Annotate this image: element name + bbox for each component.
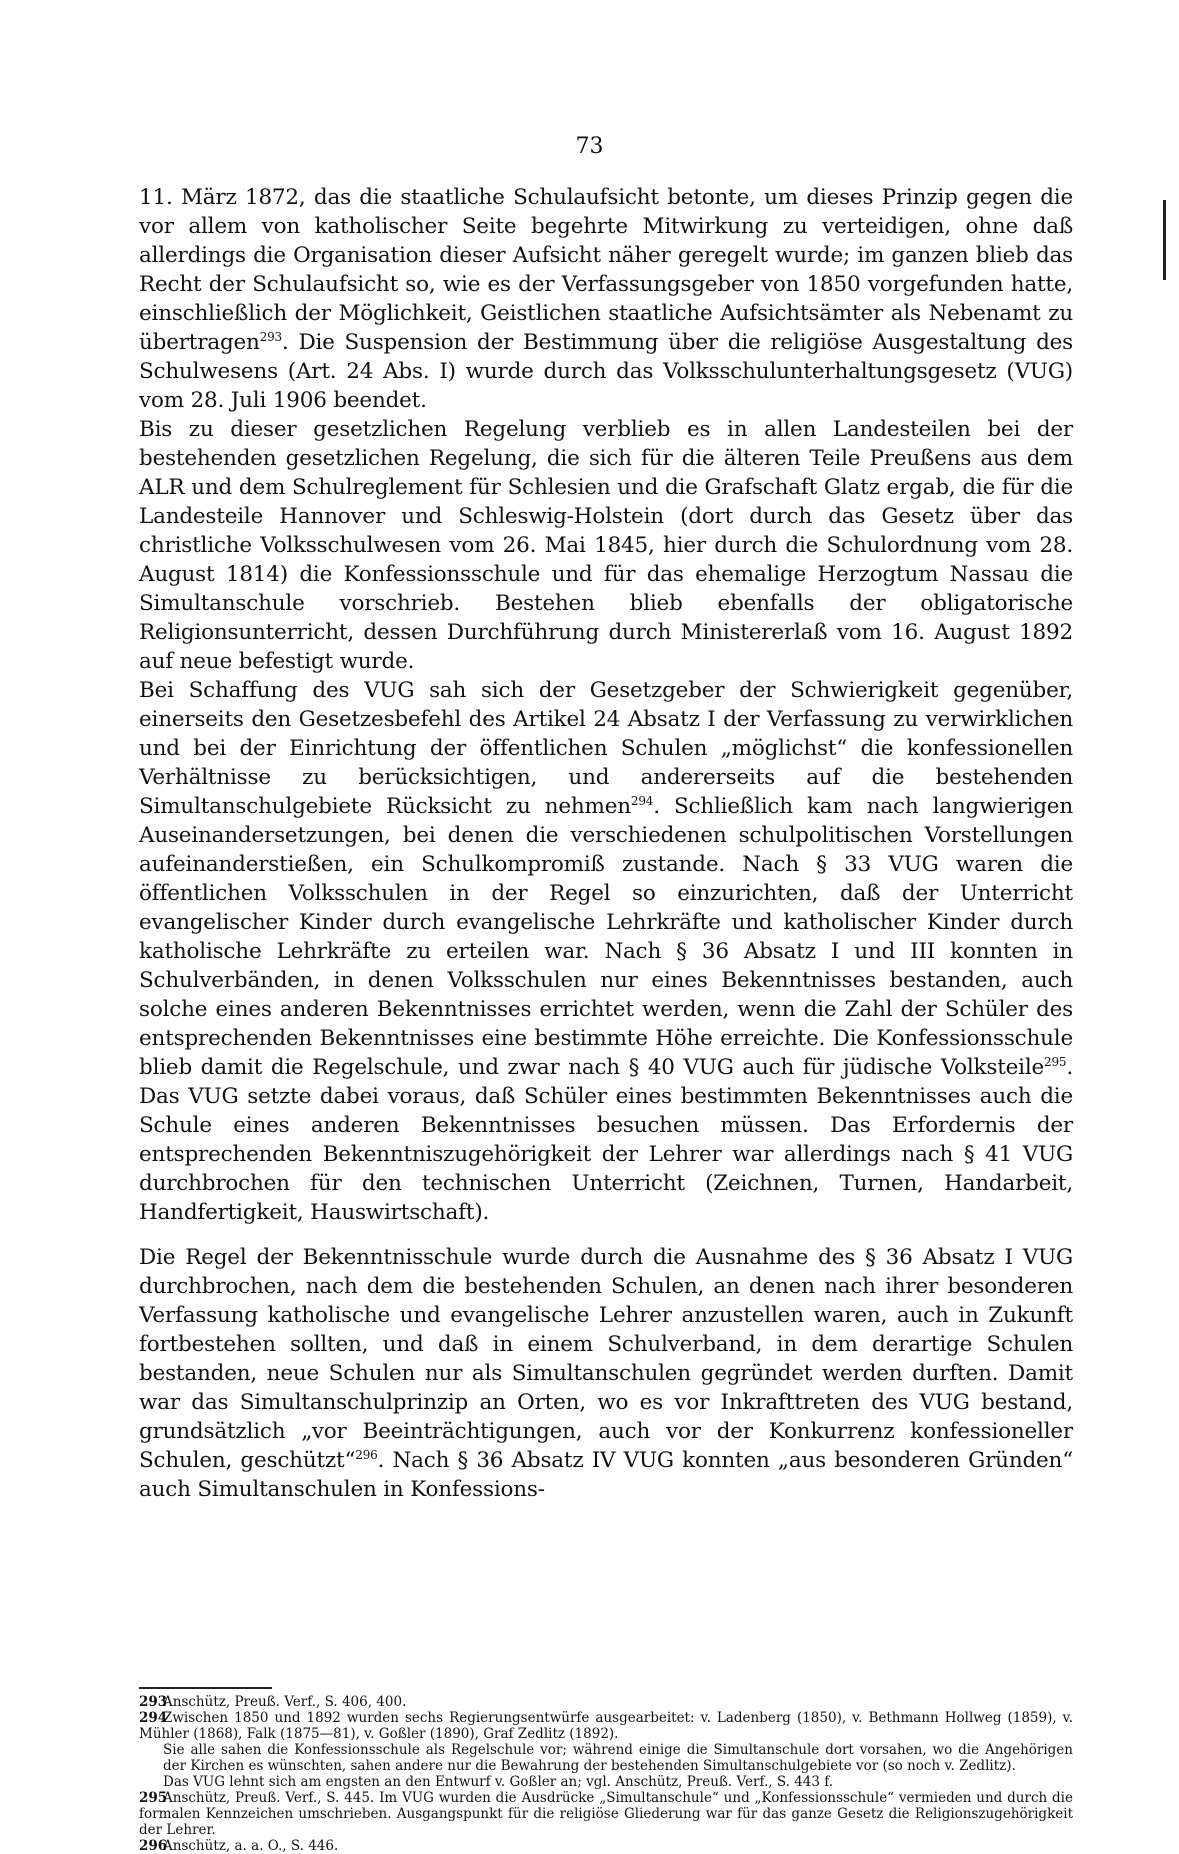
footnote-ref-296[interactable]: 296 [355,1448,378,1462]
margin-mark [1163,200,1166,280]
footnote-294-cont-1: Sie alle sahen die Konfessionsschule als Regelschule vor; während einige die Simultanschule dort vorsahen, wo die Angehörigen der Kirchen es wünschten, sahen andere nur die Bewahrung der bestehenden Simultanschulgebiete vor (so noch v. Zedlitz). [163,1742,1073,1774]
paragraph-1-text-b: . Die Suspension der Bestimmung über die religiöse Ausgestaltung des Schulwesens (Art. 24 Abs. I) wurde durch das Volksschulunterhaltungsgesetz (VUG) vom 28. Juli 1906 beendet. [139,330,1073,413]
paragraph-2: Bis zu dieser gesetzlichen Regelung verblieb es in allen Landesteilen bei der bestehenden gesetzlichen Regelung, die sich für die älteren Teile Preußens aus dem ALR und dem Schulreglement für Schlesien und die Grafschaft Glatz ergab, die für die Landesteile Hannover und Schleswig-Holstein (dort durch das Gesetz über das christliche Volksschulwesen vom 26. Mai 1845, hier durch die Schulordnung vom 28. August 1814) die Konfessionsschule und für das ehemalige Herzogtum Nassau die Simultanschule vorschrieb. Bestehen blieb ebenfalls der obligatorische Religionsunterricht, dessen Durchführung durch Ministererlaß vom 16. August 1892 auf neue befestigt wurde. [139,417,1073,674]
footnote-divider [139,1687,272,1689]
paragraph-3 [139,676,1073,1227]
footnote-296 [139,1838,1073,1854]
paragraph-4-text-b: . Nach § 36 Absatz IV VUG konnten „aus besonderen Gründen“ auch Simultanschulen in Konfessions- [139,1448,1073,1502]
footnote-294-cont-2: Das VUG lehnt sich am engsten an den Entwurf v. Goßler an; vgl. Anschütz, Preuß. Verf., S. 443 f. [163,1774,834,1790]
footnote-text: Anschütz, Preuß. Verf., S. 445. Im VUG wurden die Ausdrücke „Simultanschule“ und „Konfessionsschule“ vermieden und durch die formalen Kennzeichen umschrieben. Ausgangspunkt für die religiöse Gliederung war für das ganze Gesetz die Religionszugehörigkeit der Lehrer. [139,1790,1073,1838]
footnote-294 [139,1710,1073,1742]
footnote-293 [139,1694,1073,1710]
footnote-number: 293 [139,1694,168,1710]
paragraph-3-text-b: . Schließlich kam nach langwierigen Auseinandersetzungen, bei denen die verschiedenen schulpolitischen Vorstellungen aufeinanderstießen, ein Schulkompromiß zustande. Nach § 33 VUG waren die öffentlichen Volksschulen in der Regel so einzurichten, daß der Unterricht evangelischer Kinder durch evangelische Lehrkräfte und katholischer Kinder durch katholische Lehrkräfte zu erteilen war. Nach § 36 Absatz I und III konnten in Schulverbänden, in denen Volksschulen nur eines Bekenntnisses bestanden, auch solche eines anderen Bekenntnisses errichtet werden, wenn die Zahl der Schüler des entsprechenden Bekenntnisses eine bestimmte Höhe erreichte. Die Konfessionsschule blieb damit die Regelschule, und zwar nach § 40 VUG auch für jüdische Volksteile [139,794,1073,1080]
paragraph-3-text-c: . Das VUG setzte dabei voraus, daß Schüler eines bestimmten Bekenntnisses auch die Schule eines anderen Bekenntnisses besuchen müssen. Das Erfordernis der entsprechenden Bekenntniszugehörigkeit der Lehrer war allerdings nach § 41 VUG durchbrochen für den technischen Unterricht (Zeichnen, Turnen, Handarbeit, Handfertigkeit, Hauswirtschaft). [139,1055,1073,1225]
paragraph-4 [139,1243,1073,1504]
paragraph-3-text-a: Bei Schaffung des VUG sah sich der Gesetzgeber der Schwierigkeit gegenüber, einerseits den Gesetzesbefehl des Artikel 24 Absatz I der Verfassung zu verwirklichen und bei der Einrichtung der öffentlichen Schulen „möglichst“ die konfessionellen Verhältnisse zu berücksichtigen, und andererseits auf die bestehenden Simultanschulgebiete Rücksicht zu nehmen [139,678,1073,819]
footnote-text: Zwischen 1850 und 1892 wurden sechs Regierungsentwürfe ausgearbeitet: v. Ladenberg (1850), v. Bethmann Hollweg (1859), v. Mühler (1868), Falk (1875—81), v. Goßler (1890), Graf Zedlitz (1892). [139,1710,1073,1742]
paragraph-1 [139,183,1073,415]
footnote-text: Anschütz, a. a. O., S. 446. [163,1838,339,1854]
footnote-number: 295 [139,1790,168,1806]
footnote-number: 296 [139,1838,168,1854]
footnote-ref-295[interactable]: 295 [1044,1055,1067,1069]
footnote-ref-293[interactable]: 293 [259,330,282,344]
page-number: 73 [575,134,604,159]
body-text [139,183,1073,1504]
footnote-ref-294[interactable]: 294 [630,794,654,808]
footnote-295 [139,1790,1073,1838]
footnote-number: 294 [139,1710,168,1726]
footnote-text: Anschütz, Preuß. Verf., S. 406, 400. [163,1694,407,1710]
paragraph-1-text-a: 11. März 1872, das die staatliche Schulaufsicht betonte, um dieses Prinzip gegen die vor allem von katholischer Seite begehrte Mitwirkung zu verteidigen, ohne daß allerdings die Organisation dieser Aufsicht näher geregelt wurde; im ganzen blieb das Recht der Schulaufsicht so, wie es der Verfassungsgeber von 1850 vorgefunden hatte, einschließlich der Möglichkeit, Geistlichen staatliche Aufsichtsämter als Nebenamt zu übertragen [139,185,1073,355]
paragraph-4-text-a: Die Regel der Bekenntnisschule wurde durch die Ausnahme des § 36 Absatz I VUG durchbrochen, nach dem die bestehenden Schulen, an denen nach ihrer besonderen Verfassung katholische und evangelische Lehrer anzustellen waren, auch in Zukunft fortbestehen sollten, und daß in einem Schulverband, in dem derartige Schulen bestanden, neue Schulen nur als Simultanschulen gegründet werden durften. Damit war das Simultanschulprinzip an Orten, wo es vor Inkrafttreten des VUG bestand, grundsätzlich „vor Beeinträchtigungen, auch vor der Konkurrenz konfessioneller Schulen, geschützt“ [139,1245,1073,1473]
footnotes [139,1694,1073,1854]
